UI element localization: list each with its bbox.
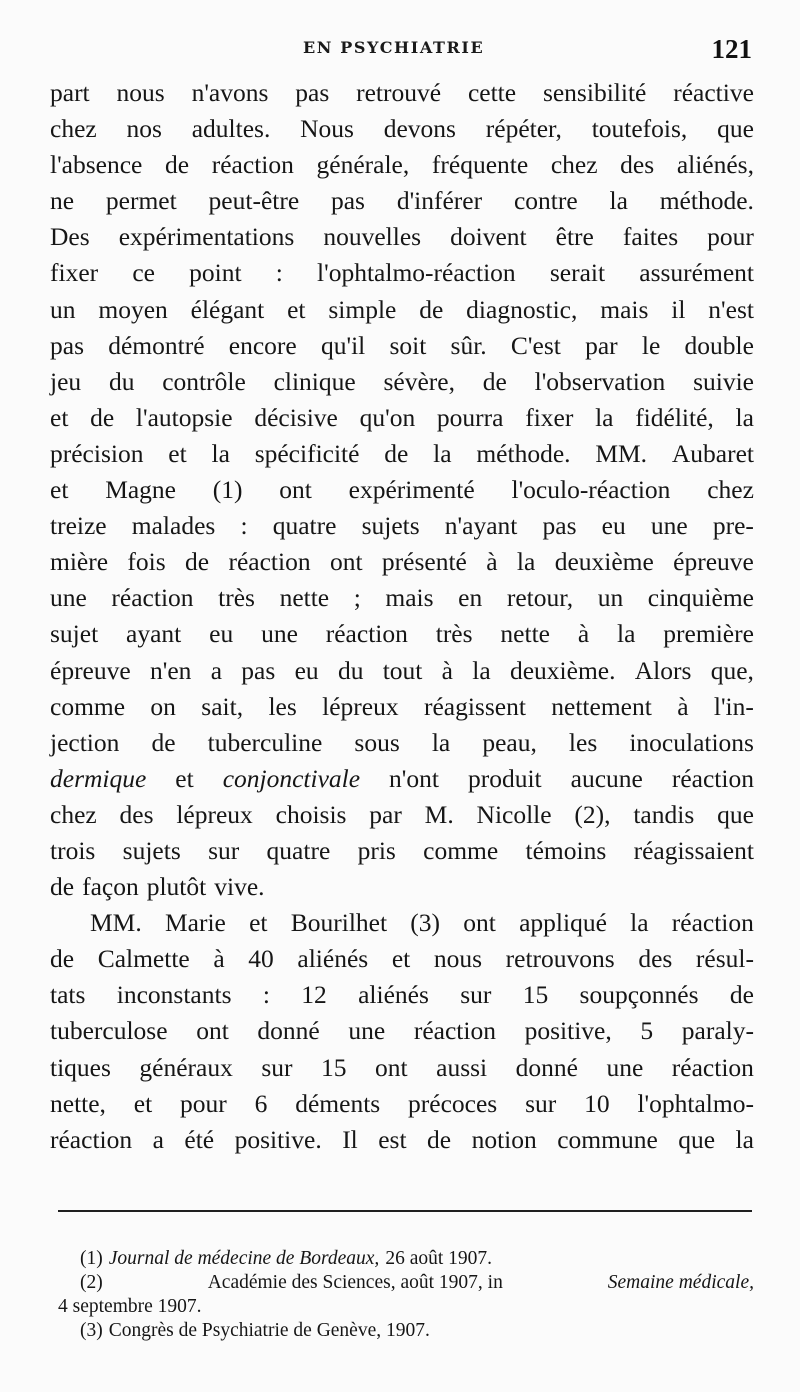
footnote-2-continued	[58, 1295, 754, 1319]
text-line: tuberculose ont donné une réaction positive, 5 paraly-	[50, 1016, 754, 1046]
text-line: un moyen élégant et simple de diagnostic, mais il n'est	[50, 294, 754, 324]
text-line: l'absence de réaction générale, fréquente chez des aliénés,	[50, 150, 754, 180]
footnote-2-continued-text: 4 septembre 1907.	[58, 1296, 202, 1317]
text-line: mière fois de réaction ont présenté à la deuxième épreuve	[50, 547, 754, 577]
text-line: réaction a été positive. Il est de notion commune que la	[50, 1124, 754, 1154]
text-line: ne permet peut-être pas d'inférer contre la méthode.	[50, 186, 754, 216]
text-line: part nous n'avons pas retrouvé cette sensibilité réactive	[50, 78, 754, 107]
page-number: 121	[711, 34, 752, 64]
text-line: nette, et pour 6 déments précoces sur 10 l'ophtalmo-	[50, 1088, 754, 1118]
text-line: fixer ce point : l'ophtalmo-réaction serait assurément	[50, 258, 754, 288]
text-line: pas démontré encore qu'il soit sûr. C'est par le double	[50, 330, 754, 360]
text-line: jeu du contrôle clinique sévère, de l'observation suivie	[50, 366, 754, 396]
text-line: trois sujets sur quatre pris comme témoins réagissaient	[50, 835, 754, 865]
footnote-1	[58, 1247, 754, 1271]
text-line: treize malades : quatre sujets n'ayant pas eu une pre-	[50, 511, 754, 541]
text-line: chez des lépreux choisis par M. Nicolle (2), tandis que	[50, 799, 754, 829]
text-line: une réaction très nette ; mais en retour, un cinquième	[50, 583, 754, 613]
text-line: et Magne (1) ont expérimenté l'oculo-réaction chez	[50, 475, 754, 505]
text-line: comme on sait, les lépreux réagissent nettement à l'in-	[50, 691, 754, 721]
text-line: tats inconstants : 12 aliénés sur 15 soupçonnés de	[50, 980, 754, 1010]
text-line: dermique et conjonctivale n'ont produit aucune réaction	[50, 763, 754, 793]
text-line: épreuve n'en a pas eu du tout à la deuxième. Alors que,	[50, 655, 754, 685]
text-line: précision et la spécificité de la méthode. MM. Aubaret	[50, 438, 754, 468]
footnote-3-number: (3)	[80, 1320, 103, 1341]
text-line: chez nos adultes. Nous devons répéter, toutefois, que	[50, 114, 754, 144]
footnote-2-number: (2)	[80, 1272, 103, 1293]
text-line: et de l'autopsie décisive qu'on pourra fixer la fidélité, la	[50, 402, 754, 432]
footnote-2	[58, 1271, 754, 1295]
footnotes	[58, 1247, 754, 1343]
footnote-2-source: Semaine médicale,	[607, 1272, 754, 1293]
footnote-1-number: (1)	[80, 1248, 103, 1269]
text-line: de Calmette à 40 aliénés et nous retrouvons des résul-	[50, 944, 754, 974]
footnote-2-text: Académie des Sciences, août 1907, in	[207, 1272, 503, 1293]
footnote-1-date: 26 août 1907.	[385, 1248, 493, 1269]
running-header	[0, 34, 800, 64]
footnote-3-text: Congrès de Psychiatrie de Genève, 1907.	[108, 1320, 430, 1341]
footnote-1-source: Journal de médecine de Bordeaux,	[108, 1248, 380, 1269]
text-line: Des expérimentations nouvelles doivent être faites pour	[50, 222, 754, 252]
text-line: sujet ayant eu une réaction très nette à la première	[50, 619, 754, 649]
text-line: jection de tuberculine sous la peau, les inoculations	[50, 727, 754, 757]
body-text	[50, 75, 754, 1158]
running-title: EN PSYCHIATRIE	[303, 38, 485, 57]
footnote-rule	[58, 1210, 752, 1212]
text-line: tiques généraux sur 15 ont aussi donné une réaction	[50, 1052, 754, 1082]
text-line: de façon plutôt vive.	[50, 872, 265, 902]
footnote-3	[58, 1319, 754, 1343]
text-line: MM. Marie et Bourilhet (3) ont appliqué la réaction	[90, 908, 754, 938]
